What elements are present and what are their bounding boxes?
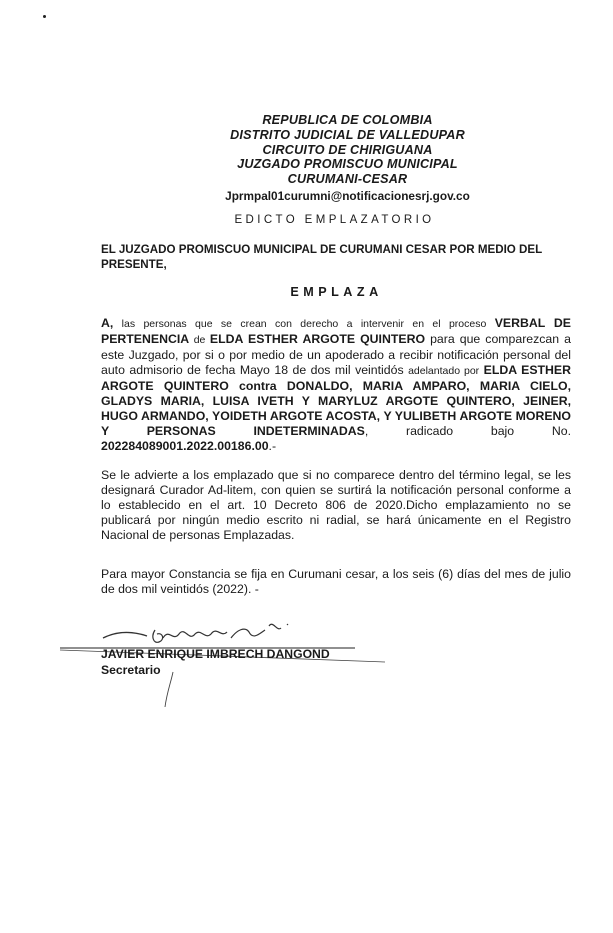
lead-word: A, xyxy=(101,316,114,330)
warning-paragraph: Se le advierte a los emplazado que si no comparece dentro del término legal, se les designará Curador Ad-litem, con quien se surtirá la notificación personal conforme a lo establecido en el art. 10 Decreto 806 de 2020.Dicho emplazamiento no se publicará por ningún medio escrito ni radial, se hará únicamente en el Registro Nacional de personas Emplazadas. xyxy=(101,468,571,542)
plaintiff-name: ELDA ESTHER ARGOTE QUINTERO xyxy=(209,332,426,346)
case-number: 202284089001.2022.00186.00 xyxy=(101,439,269,453)
closing-paragraph: Para mayor Constancia se fija en Curumani cesar, a los seis (6) días del mes de julio de dos mil veintidós (2022). - xyxy=(101,567,571,596)
paragraph1-text: de xyxy=(189,334,210,346)
header-line-city: CURUMANI-CESAR xyxy=(287,172,408,187)
header-line-circuit: CIRCUITO DE CHIRIGUANA xyxy=(262,142,433,157)
document-title: EDICTO EMPLAZATORIO xyxy=(234,214,435,226)
court-email: Jprmpal01curumni@notificacionesrj.gov.co xyxy=(225,188,470,203)
scan-mark xyxy=(43,15,46,18)
court-header xyxy=(0,113,613,204)
signer-name: JAVIER ENRIQUE IMBRECH DANGOND xyxy=(101,647,330,661)
summons-paragraph xyxy=(101,316,571,454)
process-type: VERBAL DE PERTENENCIA xyxy=(101,316,571,346)
paragraph1-text: , radicado bajo No. xyxy=(364,424,571,438)
intro-text: EL JUZGADO PROMISCUO MUNICIPAL DE CURUMANI CESAR POR MEDIO DEL PRESENTE, xyxy=(101,243,543,271)
header-line-country: REPUBLICA DE COLOMBIA xyxy=(262,113,433,127)
header-line-court: JUZGADO PROMISCUO MUNICIPAL xyxy=(237,157,458,172)
paragraph1-text: las personas que se crean con derecho a intervenir en el proceso xyxy=(113,318,495,330)
handwritten-signature xyxy=(55,612,385,712)
paragraph1-text: para que comparezcan a este Juzgado, por si o por medio de un apoderado a recibir notificación personal del auto admisorio de fecha Mayo 18 de dos mil veintidós xyxy=(101,332,571,377)
parties-list: ELDA ESTHER ARGOTE QUINTERO contra DONALDO, MARIA AMPARO, MARIA CIELO, GLADYS MARIA, LUISA IVETH Y MARYLUZ ARGOTE QUINTERO, JEINER, HUGO ARMANDO, YOIDETH ARGOTE ACOSTA, Y YULIBETH ARGOTE MORENO Y PERSONAS INDETERMINADAS xyxy=(101,363,571,438)
header-line-district: DISTRITO JUDICIAL DE VALLEDUPAR xyxy=(230,127,465,142)
signer-role: Secretario xyxy=(101,663,161,677)
paragraph1-text: .- xyxy=(268,439,277,453)
action-heading: EMPLAZA xyxy=(290,285,383,299)
paragraph1-text: adelantado por xyxy=(408,365,480,377)
